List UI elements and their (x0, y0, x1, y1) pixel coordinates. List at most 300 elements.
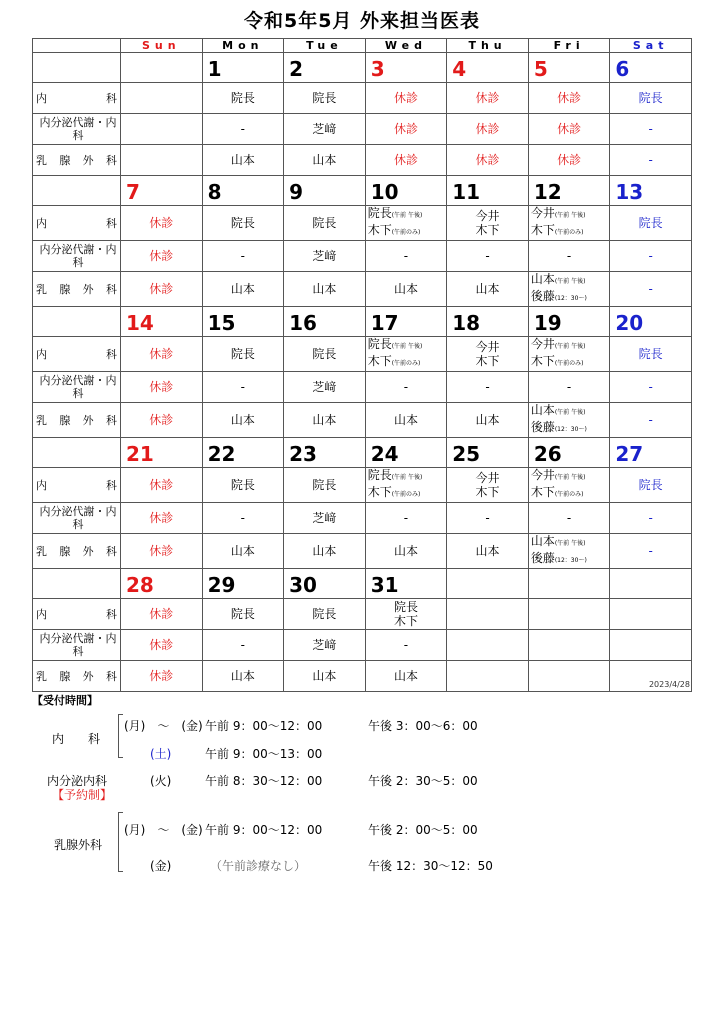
date-cell (365, 307, 447, 337)
doctor-line (447, 209, 528, 223)
endo-cell (447, 241, 529, 272)
doctor-name: 山本 (475, 281, 500, 296)
naika-row (33, 83, 692, 114)
dept-label-inner (36, 217, 120, 230)
doctor-name: 山本 (393, 668, 418, 683)
dept-label-inner (36, 374, 120, 400)
doctor-name: 院長 (638, 346, 663, 361)
date-cell (365, 53, 447, 83)
dept-label-part: 科 (72, 256, 84, 269)
dept-breast-label (33, 534, 121, 569)
doctor-name: - (485, 248, 490, 263)
dept-label-part: 内 (36, 347, 47, 361)
doctor-name: - (240, 379, 246, 394)
doctor-note: (午前のみ) (554, 491, 584, 498)
endo-row (33, 503, 692, 534)
doctor-name: 院長 (367, 206, 392, 220)
doctor-name: 山本 (230, 668, 255, 683)
weekday-sat: Sat (610, 39, 692, 53)
dept-label-part: 科 (106, 347, 117, 361)
dept-naika-label (33, 83, 121, 114)
date-number: 23 (289, 442, 317, 466)
doctor-name: - (403, 510, 409, 525)
doctor-name: - (240, 637, 246, 652)
doctor-name: 休診 (149, 477, 174, 492)
doctor-name: 院長 (638, 477, 663, 492)
endo-cell (121, 372, 203, 403)
date-number: 30 (289, 573, 317, 597)
doctor-name: 芝﨑 (312, 121, 337, 136)
doctor-name: 山本 (530, 534, 555, 548)
date-cell (447, 176, 529, 206)
date-cell (284, 307, 366, 337)
doctor-name: 芝﨑 (312, 510, 337, 525)
doctor-line (366, 614, 447, 628)
doctor-name: - (648, 510, 653, 525)
endo-cell (284, 630, 366, 661)
doctor-name: 木下 (393, 614, 418, 628)
dept-label-part: 内 (36, 607, 47, 621)
dept-label-part: 科 (72, 129, 84, 142)
breast-row (33, 403, 692, 438)
date-label-blank (33, 53, 121, 83)
doctor-name: 木下 (367, 354, 392, 368)
date-row (33, 53, 692, 83)
doctor-name: - (240, 248, 246, 263)
breast-cell (121, 661, 203, 692)
doctor-name: - (648, 121, 653, 136)
doctor-name: 木下 (367, 223, 392, 237)
doctor-name: 院長 (230, 215, 255, 230)
doctor-name: 院長 (312, 606, 337, 621)
naika-cell (121, 337, 203, 372)
endo-row (33, 241, 692, 272)
endo-cell (121, 630, 203, 661)
naika-cell (284, 337, 366, 372)
doctor-name: 休診 (149, 281, 174, 296)
doctor-name: 山本 (230, 543, 255, 558)
dept-label-inner (36, 670, 120, 683)
doctor-name: - (648, 152, 653, 167)
endo-cell (365, 241, 447, 272)
hours-n1-pm: 午後 3：00～6：00 (368, 719, 478, 733)
weekday-thu: Thu (447, 39, 529, 53)
dept-label-part: 科 (106, 607, 117, 621)
dept-label-part: 乳 (36, 413, 47, 427)
breast-cell (202, 661, 284, 692)
dept-label-part: 科 (105, 544, 117, 558)
dept-endo-label (33, 114, 121, 145)
dept-label-part: 内分泌代謝・内 (39, 505, 117, 518)
endo-cell (284, 114, 366, 145)
date-cell (284, 438, 366, 468)
doctor-line (366, 468, 447, 485)
doctor-name: 山本 (312, 412, 337, 427)
doctor-name: 木下 (367, 485, 392, 499)
doctor-name: 山本 (475, 543, 500, 558)
doctor-note: (午前 午後) (554, 343, 586, 350)
date-label-blank (33, 176, 121, 206)
endo-row (33, 372, 692, 403)
doctor-line (447, 340, 528, 354)
dept-label-part: 外 (82, 544, 94, 558)
date-label-blank (33, 438, 121, 468)
endo-cell (202, 241, 284, 272)
weekday-tue: Tue (284, 39, 366, 53)
dept-label-inner (36, 632, 120, 658)
doctor-name: 休診 (149, 543, 174, 558)
dept-label-part: 腺 (59, 544, 71, 558)
dept-endo-label (33, 630, 121, 661)
date-number: 22 (207, 442, 236, 466)
date-number: 31 (370, 573, 399, 597)
hours-e1-pm: 午後 2：30～5：00 (368, 774, 478, 788)
doctor-name: 芝﨑 (312, 248, 337, 263)
naika-cell (202, 599, 284, 630)
date-row (33, 307, 692, 337)
naika-cell (447, 468, 529, 503)
dept-label-part: 内分泌代謝・内 (39, 243, 117, 256)
date-cell (528, 176, 610, 206)
naika-cell (284, 468, 366, 503)
doctor-note: (午前 午後) (391, 343, 423, 350)
doctor-name: 山本 (230, 281, 255, 296)
breast-cell (528, 145, 610, 176)
doctor-name: 休診 (393, 152, 418, 167)
doctor-note: (午前 午後) (554, 474, 586, 481)
endo-cell (365, 503, 447, 534)
date-number: 25 (452, 442, 481, 466)
weekday-sun: Sun (121, 39, 203, 53)
doctor-name: 木下 (475, 223, 500, 237)
naika-cell (610, 337, 692, 372)
doctor-name: 院長 (312, 477, 337, 492)
doctor-name: 山本 (530, 272, 555, 286)
endo-cell (202, 630, 284, 661)
hours-b2-am: （午前診療なし） (210, 859, 307, 873)
doctor-name: 今井 (475, 471, 500, 485)
dept-label-part: 乳 (36, 153, 47, 167)
date-cell (528, 438, 610, 468)
breast-cell (528, 272, 610, 307)
date-cell (202, 569, 284, 599)
schedule-table (32, 38, 692, 692)
doctor-note: (午前 午後) (554, 212, 586, 219)
naika-cell (121, 599, 203, 630)
doctor-line (529, 485, 610, 502)
doctor-line (529, 403, 610, 420)
date-number: 7 (126, 180, 140, 204)
naika-cell (528, 599, 610, 630)
date-number: 26 (533, 442, 562, 466)
doctor-line (529, 206, 610, 223)
breast-cell (447, 403, 529, 438)
doctor-name: 休診 (149, 606, 174, 621)
doctor-name: 休診 (475, 90, 500, 105)
doctor-name: 山本 (393, 281, 418, 296)
endo-cell (610, 372, 692, 403)
dept-label-inner (36, 116, 120, 142)
date-number: 14 (126, 311, 154, 335)
doctor-name: - (403, 248, 409, 263)
dept-label-part: 内 (36, 478, 47, 492)
date-cell (610, 53, 692, 83)
doctor-note: (12：30～) (554, 426, 587, 433)
breast-cell (121, 272, 203, 307)
dept-breast-label (33, 403, 121, 438)
endo-cell (284, 241, 366, 272)
date-cell (202, 176, 284, 206)
date-number: 29 (207, 573, 236, 597)
doctor-line (447, 471, 528, 485)
dept-endo-label (33, 372, 121, 403)
doctor-name: 木下 (530, 223, 555, 237)
breast-cell (365, 145, 447, 176)
doctor-name: - (485, 510, 490, 525)
dept-label-part: 科 (105, 282, 117, 296)
doctor-name: 後藤 (530, 420, 555, 434)
doctor-note: (午前のみ) (554, 229, 584, 236)
date-label-blank (33, 307, 121, 337)
doctor-name: 木下 (530, 485, 555, 499)
hours-b1-days: (月) ～ (金) (124, 823, 203, 837)
date-number: 27 (615, 442, 644, 466)
dept-label-inner (36, 283, 120, 296)
dept-label-part: 内 (36, 91, 47, 105)
doctor-line (529, 337, 610, 354)
doctor-name: - (403, 379, 409, 394)
doctor-name: 休診 (149, 248, 174, 263)
breast-cell (365, 534, 447, 569)
naika-row (33, 468, 692, 503)
date-number: 8 (207, 180, 222, 204)
breast-cell (447, 145, 529, 176)
doctor-name: 休診 (149, 668, 174, 683)
doctor-name: 山本 (393, 412, 418, 427)
doctor-name: 山本 (475, 412, 500, 427)
doctor-name: 休診 (149, 637, 174, 652)
doctor-line (529, 420, 610, 437)
dept-label-part: 科 (72, 387, 84, 400)
naika-cell (528, 468, 610, 503)
hours-b1-pm: 午後 2：00～5：00 (368, 823, 478, 837)
date-cell (365, 176, 447, 206)
doctor-name: 休診 (557, 152, 582, 167)
naika-cell (284, 206, 366, 241)
doctor-name: 休診 (557, 90, 582, 105)
doctor-name: 院長 (367, 337, 392, 351)
hours-n1-am: 午前 9：00～12：00 (205, 719, 323, 733)
hours-n2-days: (土) (150, 747, 172, 761)
doctor-name: 今井 (530, 337, 555, 351)
breast-row (33, 272, 692, 307)
date-number: 28 (126, 573, 154, 597)
doctor-line (366, 354, 447, 371)
naika-cell (610, 468, 692, 503)
breast-cell (447, 661, 529, 692)
naika-cell (202, 468, 284, 503)
dept-label-part: 外 (82, 153, 94, 167)
doctor-line (447, 354, 528, 368)
doctor-name: 休診 (475, 152, 500, 167)
dept-label-part: 腺 (59, 282, 71, 296)
naika-cell (447, 206, 529, 241)
dept-label-inner (36, 414, 120, 427)
dept-label-inner (36, 348, 120, 361)
breast-cell (202, 145, 284, 176)
naika-cell (610, 83, 692, 114)
bracket-breast (118, 812, 123, 872)
date-number: 9 (289, 180, 304, 204)
date-cell (365, 569, 447, 599)
dept-label-part: 科 (105, 413, 117, 427)
breast-cell (447, 534, 529, 569)
date-cell (121, 176, 203, 206)
doctor-name: - (648, 281, 653, 296)
endo-cell (284, 372, 366, 403)
hours-heading: 【受付時間】 (32, 694, 98, 707)
hours-e1-am: 午前 8：30～12：00 (205, 774, 323, 788)
endo-cell (610, 503, 692, 534)
naika-cell (447, 337, 529, 372)
naika-cell (365, 83, 447, 114)
hours-breast-label: 乳腺外科 (54, 838, 103, 852)
doctor-name: - (485, 379, 490, 394)
naika-cell (528, 337, 610, 372)
breast-cell (121, 145, 203, 176)
dept-naika-label (33, 337, 121, 372)
doctor-note: (午前 午後) (554, 278, 586, 285)
naika-cell (365, 337, 447, 372)
dept-label-part: 科 (106, 91, 117, 105)
breast-cell (121, 534, 203, 569)
dept-endo-label (33, 503, 121, 534)
breast-row (33, 661, 692, 692)
endo-cell (610, 241, 692, 272)
doctor-name: 院長 (230, 606, 255, 621)
endo-cell (121, 241, 203, 272)
doctor-name: 山本 (393, 543, 418, 558)
endo-cell (202, 503, 284, 534)
weekday-mon: Mon (202, 39, 284, 53)
doctor-name: 山本 (312, 543, 337, 558)
naika-cell (284, 599, 366, 630)
doctor-name: 木下 (475, 354, 500, 368)
doctor-line (529, 468, 610, 485)
breast-row (33, 145, 692, 176)
doctor-name: - (648, 248, 653, 263)
doctor-name: 今井 (530, 468, 555, 482)
breast-cell (528, 534, 610, 569)
doctor-name: - (240, 510, 246, 525)
doctor-name: 芝﨑 (312, 379, 337, 394)
breast-cell (610, 403, 692, 438)
doctor-name: 後藤 (530, 551, 555, 565)
naika-cell (284, 83, 366, 114)
doctor-name: 休診 (149, 412, 174, 427)
date-row (33, 569, 692, 599)
doctor-line (447, 223, 528, 237)
dept-label-part: 内分泌代謝・内 (39, 632, 117, 645)
breast-cell (202, 272, 284, 307)
date-number: 3 (370, 57, 385, 81)
date-number: 1 (207, 57, 222, 81)
endo-cell (365, 630, 447, 661)
naika-cell (365, 599, 447, 630)
doctor-name: - (566, 510, 572, 525)
naika-cell (121, 83, 203, 114)
doctor-note: (午前のみ) (391, 491, 421, 498)
doctor-note: (午前 午後) (391, 474, 423, 481)
doctor-name: 山本 (530, 403, 555, 417)
doctor-line (529, 223, 610, 240)
breast-cell (284, 145, 366, 176)
dept-breast-label (33, 661, 121, 692)
doctor-name: 木下 (530, 354, 555, 368)
dept-label-part: 乳 (36, 282, 47, 296)
doctor-name: 院長 (230, 477, 255, 492)
doctor-note: (午前 午後) (554, 409, 586, 416)
date-cell (610, 438, 692, 468)
date-cell (121, 53, 203, 83)
dept-label-part: 科 (106, 216, 117, 230)
doctor-line (366, 206, 447, 223)
dept-label-part: 腺 (59, 153, 71, 167)
breast-row (33, 534, 692, 569)
dept-label-inner (36, 154, 120, 167)
endo-cell (528, 114, 610, 145)
date-number: 17 (370, 311, 399, 335)
dept-label-part: 乳 (36, 544, 47, 558)
date-cell (610, 307, 692, 337)
dept-endo-label (33, 241, 121, 272)
endo-cell (447, 630, 529, 661)
endo-row (33, 114, 692, 145)
doctor-name: 今井 (475, 209, 500, 223)
doctor-name: 芝﨑 (312, 637, 337, 652)
dept-label-part: 内分泌代謝・内 (39, 374, 117, 387)
doctor-name: 山本 (312, 152, 337, 167)
doctor-name: - (566, 248, 572, 263)
naika-cell (528, 206, 610, 241)
dept-label-inner (36, 545, 120, 558)
endo-cell (447, 114, 529, 145)
date-number: 19 (533, 311, 562, 335)
date-cell (447, 438, 529, 468)
naika-cell (121, 206, 203, 241)
date-cell (284, 569, 366, 599)
dept-label-part: 科 (105, 669, 117, 683)
dept-breast-label (33, 272, 121, 307)
doctor-name: 後藤 (530, 289, 555, 303)
date-cell (202, 53, 284, 83)
date-cell (528, 307, 610, 337)
doctor-line (366, 485, 447, 502)
doctor-name: 休診 (149, 379, 174, 394)
breast-cell (284, 403, 366, 438)
dept-label-inner (36, 243, 120, 269)
naika-cell (447, 83, 529, 114)
endo-cell (202, 372, 284, 403)
date-number: 13 (615, 180, 644, 204)
date-number: 21 (126, 442, 154, 466)
breast-cell (284, 272, 366, 307)
breast-cell (365, 272, 447, 307)
header-blank (33, 39, 121, 53)
endo-cell (447, 503, 529, 534)
date-row (33, 176, 692, 206)
dept-label-part: 外 (82, 669, 94, 683)
